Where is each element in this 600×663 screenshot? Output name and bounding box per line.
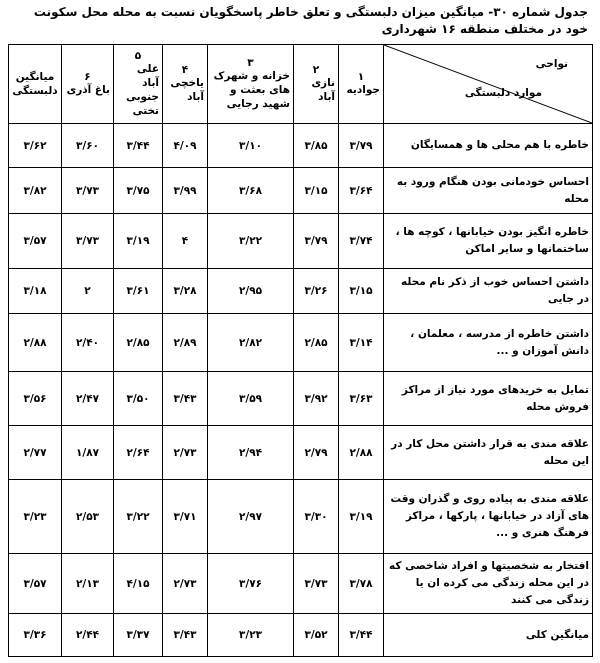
value-text: ۳/۵۰ — [126, 392, 150, 405]
table-row — [9, 372, 593, 426]
value-text: ۳/۱۹ — [349, 510, 373, 523]
value-text: ۳/۷۵ — [126, 184, 150, 197]
average-text: ۳/۲۳ — [23, 510, 47, 523]
column-header-average: میانگین دلبستگی — [9, 45, 62, 124]
column-header-5 — [114, 45, 163, 124]
cell-average — [9, 426, 62, 480]
value-text: ۲ — [84, 285, 91, 297]
average-text: ۳/۶۲ — [23, 139, 47, 152]
value-text: ۲/۸۹ — [173, 336, 197, 349]
row-item-label: خاطره انگیز بودن خیابانها ، کوچه ها ، ساختمانها و سایر اماکن — [384, 214, 593, 269]
average-text: ۳/۱۸ — [23, 285, 47, 297]
cell-value — [163, 426, 208, 480]
column-label: خزانه و شهرک های بعثت و شهید رجایی — [213, 70, 290, 110]
value-text: ۲/۷۳ — [173, 446, 197, 459]
value-text: ۳/۶۱ — [126, 285, 150, 297]
cell-average — [9, 168, 62, 214]
table-row — [9, 314, 593, 372]
value-text: ۳/۲۳ — [238, 629, 263, 641]
table-title: جدول شماره ۳۰- میانگین میزان دلبستگی و تعلق خاطر پاسخگویان نسبت به محله محل سکونت خود در مختلف منطقه ۱۶ شهرداری — [33, 5, 588, 36]
value-text: ۳/۴۳ — [173, 392, 197, 405]
cell-value — [62, 168, 114, 214]
cell-value — [208, 614, 294, 657]
column-label: علی آباد جنوبی تختی — [125, 63, 159, 117]
row-item-label: داشتن احساس خوب از ذکر نام محله در جایی — [384, 269, 593, 314]
average-text: ۲/۸۸ — [23, 336, 47, 349]
value-text: ۳/۷۹ — [349, 139, 373, 152]
value-text: ۴/۰۹ — [173, 139, 197, 152]
cell-value — [208, 124, 294, 168]
table-row — [9, 214, 593, 269]
cell-value — [163, 614, 208, 657]
cell-value — [339, 168, 384, 214]
value-text: ۳/۷۸ — [349, 577, 373, 590]
cell-value — [339, 269, 384, 314]
column-number: ۶ — [84, 71, 91, 83]
cell-value — [114, 480, 163, 554]
cell-value — [294, 426, 339, 480]
cell-value — [339, 614, 384, 657]
column-number: ۵ — [134, 50, 142, 62]
corner-label-items: موارد دلبستگی — [464, 87, 542, 99]
column-header-1 — [339, 45, 384, 124]
average-text: ۳/۳۶ — [23, 629, 47, 641]
column-number: ۱ — [357, 71, 365, 83]
attachment-table — [8, 44, 593, 657]
cell-value — [62, 372, 114, 426]
value-text: ۲/۸۵ — [126, 336, 150, 349]
cell-value — [339, 314, 384, 372]
cell-value — [294, 314, 339, 372]
cell-value — [62, 426, 114, 480]
cell-value — [163, 372, 208, 426]
table-row — [9, 554, 593, 614]
value-text: ۲/۴۰ — [75, 336, 100, 349]
column-number: ۳ — [247, 57, 254, 69]
value-text: ۳/۶۸ — [238, 184, 263, 197]
cell-value — [339, 554, 384, 614]
value-text: ۳/۷۱ — [173, 510, 197, 523]
value-text: ۴ — [181, 235, 189, 247]
cell-value — [62, 480, 114, 554]
row-item-label: علاقه مندی به پیاده روی و گذران وقت های آزاد در خیابانها ، پارکها ، مراکز فرهنگ هنری و ... — [384, 480, 593, 554]
value-text: ۳/۱۴ — [349, 336, 373, 349]
row-item-label: میانگین کلی — [384, 614, 593, 657]
value-text: ۳/۲۸ — [173, 285, 197, 297]
cell-value — [339, 426, 384, 480]
row-item-label: تمایل به خریدهای مورد نیاز از مراکز فروش محله — [384, 372, 593, 426]
cell-value — [208, 480, 294, 554]
value-text: ۳/۷۳ — [75, 235, 100, 247]
cell-value — [62, 314, 114, 372]
value-text: ۳/۳۷ — [126, 629, 150, 641]
value-text: ۲/۵۳ — [75, 510, 100, 523]
average-text: ۳/۵۷ — [23, 235, 47, 247]
cell-value — [208, 168, 294, 214]
cell-value — [114, 554, 163, 614]
cell-value — [163, 480, 208, 554]
cell-value — [294, 168, 339, 214]
table-row — [9, 480, 593, 554]
value-text: ۳/۵۹ — [238, 392, 263, 405]
value-text: ۳/۱۵ — [304, 184, 328, 197]
value-text: ۳/۱۰ — [238, 139, 263, 152]
cell-value — [294, 614, 339, 657]
value-text: ۳/۲۲ — [126, 510, 150, 523]
cell-average — [9, 614, 62, 657]
value-text: ۴/۱۵ — [126, 577, 150, 590]
cell-value — [62, 214, 114, 269]
cell-value — [114, 124, 163, 168]
cell-value — [62, 614, 114, 657]
cell-average — [9, 124, 62, 168]
cell-value — [163, 554, 208, 614]
cell-value — [114, 168, 163, 214]
cell-value — [208, 426, 294, 480]
diagonal-divider — [384, 45, 592, 123]
value-text: ۳/۹۹ — [173, 184, 197, 197]
value-text: ۲/۴۷ — [75, 392, 100, 405]
value-text: ۲/۱۳ — [75, 577, 100, 590]
column-header-6 — [62, 45, 114, 124]
table-row — [9, 426, 593, 480]
value-text: ۱/۸۷ — [75, 446, 100, 459]
cell-value — [339, 124, 384, 168]
column-header-2 — [294, 45, 339, 124]
value-text: ۳/۷۹ — [304, 235, 328, 247]
table-row-total — [9, 614, 593, 657]
average-text: ۳/۵۶ — [23, 392, 47, 405]
table-row — [9, 124, 593, 168]
value-text: ۲/۸۲ — [238, 336, 263, 349]
value-text: ۲/۹۵ — [238, 285, 263, 297]
value-text: ۲/۷۳ — [173, 577, 197, 590]
value-text: ۳/۷۴ — [349, 235, 373, 247]
cell-average — [9, 372, 62, 426]
cell-value — [339, 372, 384, 426]
cell-value — [163, 124, 208, 168]
value-text: ۲/۷۹ — [304, 446, 328, 459]
column-label: نازی آباد — [311, 77, 335, 103]
value-text: ۳/۲۶ — [304, 285, 328, 297]
cell-value — [208, 372, 294, 426]
corner-label-regions: نواحی — [535, 58, 568, 70]
value-text: ۳/۶۰ — [75, 139, 100, 152]
value-text: ۲/۹۴ — [238, 446, 263, 459]
column-header-4 — [163, 45, 208, 124]
column-header-3 — [208, 45, 294, 124]
row-item-label: داشتن خاطره از مدرسه ، معلمان ، دانش آموزان و ... — [384, 314, 593, 372]
cell-value — [294, 214, 339, 269]
cell-average — [9, 314, 62, 372]
cell-average — [9, 269, 62, 314]
cell-value — [114, 614, 163, 657]
cell-average — [9, 480, 62, 554]
value-text: ۳/۹۲ — [304, 392, 328, 405]
row-item-label: احساس خودمانی بودن هنگام ورود به محله — [384, 168, 593, 214]
average-text: ۳/۸۲ — [23, 184, 47, 197]
cell-value — [294, 480, 339, 554]
column-label: یاخچی آباد — [170, 77, 204, 103]
cell-value — [163, 168, 208, 214]
value-text: ۳/۶۳ — [349, 392, 373, 405]
value-text: ۳/۱۵ — [349, 285, 373, 297]
cell-value — [62, 269, 114, 314]
cell-value — [62, 124, 114, 168]
value-text: ۲/۹۷ — [238, 510, 263, 523]
cell-value — [114, 372, 163, 426]
value-text: ۳/۳۰ — [304, 510, 328, 523]
average-text: ۲/۷۷ — [23, 446, 47, 459]
cell-value — [208, 554, 294, 614]
value-text: ۳/۷۶ — [238, 577, 263, 590]
column-label: باغ آذری — [66, 84, 110, 96]
header-row — [9, 45, 593, 124]
value-text: ۳/۴۴ — [349, 629, 373, 641]
value-text: ۳/۴۳ — [173, 629, 197, 641]
cell-value — [339, 480, 384, 554]
value-text: ۲/۸۸ — [349, 446, 373, 459]
value-text: ۳/۴۴ — [126, 139, 150, 152]
cell-value — [163, 314, 208, 372]
average-text: ۳/۵۷ — [23, 577, 47, 590]
cell-average — [9, 214, 62, 269]
cell-value — [114, 314, 163, 372]
cell-value — [208, 314, 294, 372]
value-text: ۲/۴۴ — [75, 629, 100, 641]
column-label: جوادیه — [346, 84, 380, 96]
header-corner-cell — [384, 45, 593, 124]
value-text: ۳/۸۵ — [304, 139, 328, 152]
row-item-label: علاقه مندی به قرار داشتن محل کار در این محله — [384, 426, 593, 480]
cell-value — [339, 214, 384, 269]
table-row — [9, 168, 593, 214]
value-text: ۳/۷۳ — [304, 577, 328, 590]
value-text: ۲/۸۵ — [304, 336, 328, 349]
cell-value — [114, 426, 163, 480]
cell-value — [208, 214, 294, 269]
cell-value — [163, 269, 208, 314]
cell-value — [294, 554, 339, 614]
cell-value — [294, 372, 339, 426]
column-number: ۲ — [312, 64, 320, 76]
value-text: ۲/۶۴ — [126, 446, 150, 459]
value-text: ۳/۷۳ — [75, 184, 100, 197]
cell-value — [114, 269, 163, 314]
cell-value — [294, 124, 339, 168]
cell-value — [114, 214, 163, 269]
cell-value — [62, 554, 114, 614]
cell-value — [208, 269, 294, 314]
value-text: ۳/۵۲ — [304, 629, 328, 641]
column-number: ۴ — [181, 64, 189, 76]
value-text: ۳/۲۲ — [238, 235, 263, 247]
value-text: ۳/۶۴ — [349, 184, 373, 197]
cell-average — [9, 554, 62, 614]
cell-value — [294, 269, 339, 314]
table-row — [9, 269, 593, 314]
cell-value — [163, 214, 208, 269]
row-item-label: افتخار به شخصیتها و افراد شاخصی که در این محله زندگی می کرده ان یا زندگی می کنند — [384, 554, 593, 614]
value-text: ۳/۱۹ — [126, 235, 150, 247]
row-item-label: خاطره با هم محلی ها و همسایگان — [384, 124, 593, 168]
